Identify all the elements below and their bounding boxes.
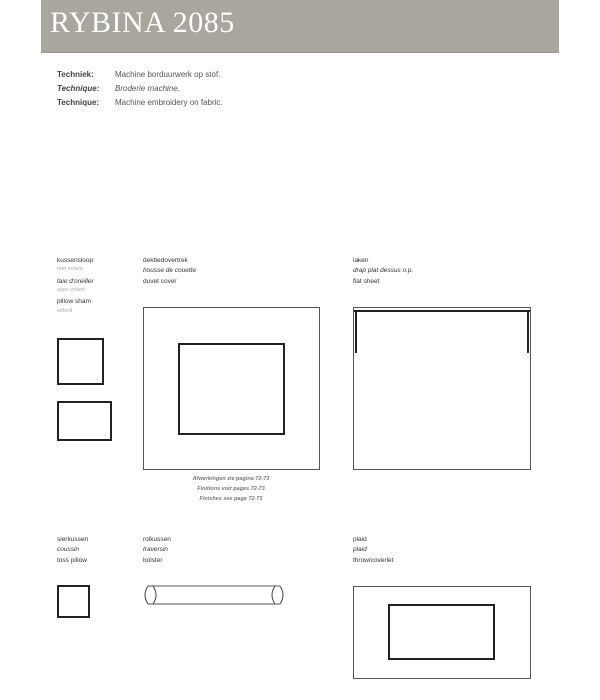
finishes-note-nl: Afwerkingen zie pagina 72-73 <box>192 476 270 482</box>
toss-nl: sierkussen <box>57 536 89 543</box>
pillow-sham-nl: kussensloop <box>57 257 94 264</box>
technique-fr <box>57 84 180 93</box>
throw-en: throw/coverlet <box>353 557 394 564</box>
pillow-sham-en-sub: oxford <box>57 308 73 314</box>
duvet-embroidery-diagram <box>178 343 285 435</box>
technique-value: Broderie machine. <box>115 84 180 93</box>
throw-embroidery-diagram <box>388 604 495 660</box>
pillow-sham-nl-sub: met volant <box>57 266 83 272</box>
bolster-nl: rolkussen <box>143 536 171 543</box>
bolster-diagram <box>140 583 288 607</box>
technique-en <box>57 98 223 107</box>
throw-nl: plaid <box>353 536 367 543</box>
finishes-note-fr: Finitions voir pages 72-73 <box>197 486 265 492</box>
technique-value: Machine embroidery on fabric. <box>115 98 223 107</box>
header-rule <box>41 52 559 53</box>
duvet-en: duvet cover <box>143 278 177 285</box>
technique-label: Techniek: <box>57 70 94 79</box>
pillow-sham-fr-sub: avec volant <box>57 287 85 293</box>
pillow-sham-square-diagram <box>57 338 104 385</box>
technique-label: Technique: <box>57 98 100 107</box>
toss-en: toss pillow <box>57 557 87 564</box>
pillow-sham-en: pillow sham <box>57 298 91 305</box>
technique-label: Technique: <box>57 84 100 93</box>
toss-fr: coussin <box>57 546 80 553</box>
page-title: RYBINA 2085 <box>50 6 235 39</box>
sheet-fr: drap plat dessus o.p. <box>353 267 414 274</box>
bolster-en: bolster <box>143 557 163 564</box>
technique-nl <box>57 70 220 79</box>
sheet-embroidery-diagram <box>353 307 531 357</box>
throw-fr: plaid <box>353 546 367 553</box>
finishes-note-en: Finishes see page 72-73 <box>199 496 263 502</box>
sheet-en: flat sheet <box>353 278 380 285</box>
pillow-sham-fr: taie d'oreiller <box>57 278 94 285</box>
toss-pillow-diagram <box>57 585 90 618</box>
technique-value: Machine borduurwerk op stof. <box>115 70 221 79</box>
duvet-fr: housse de couette <box>143 267 197 274</box>
bolster-fr: traversin <box>143 546 168 553</box>
duvet-nl: dekbedovertrek <box>143 257 188 264</box>
pillow-sham-rect-diagram <box>57 401 112 441</box>
sheet-nl: laken <box>353 257 369 264</box>
